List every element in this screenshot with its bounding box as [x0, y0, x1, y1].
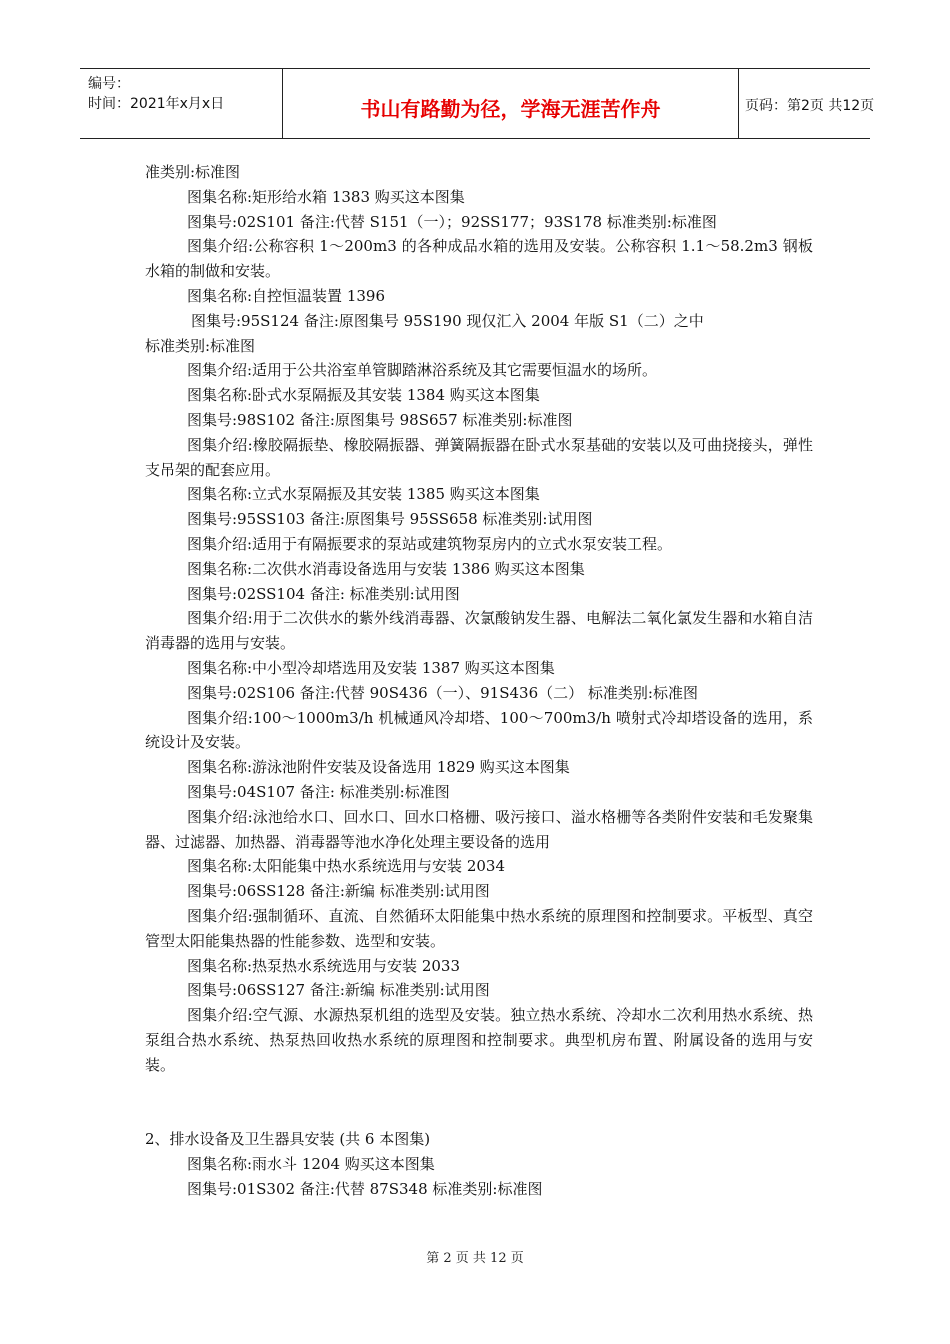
atlas-name: 图集名称:卧式水泵隔振及其安装 1384 购买这本图集 [187, 386, 540, 405]
section-heading: 2、排水设备及卫生器具安装 (共 6 本图集) [145, 1130, 431, 1149]
document-number-label: 编号： [88, 76, 130, 92]
atlas-intro: 图集介绍:用于二次供水的紫外线消毒器、次氯酸钠发生器、电解法二氧化氯发生器和水箱自洁消毒器的选用与安装。 [145, 609, 813, 653]
atlas-number: 图集号:95S124 备注:原图集号 95S190 现仅汇入 2004 年版 S1（二）之中 [191, 311, 704, 330]
document-time-label: 时间：2021年x月x日 [88, 96, 225, 112]
atlas-name: 图集名称:矩形给水箱 1383 购买这本图集 [187, 187, 465, 206]
atlas-intro: 图集介绍:泳池给水口、回水口、回水口格栅、吸污接口、溢水格栅等各类附件安装和毛发聚集器、过滤器、加热器、消毒器等池水净化处理主要设备的选用 [145, 807, 813, 851]
document-body [145, 160, 813, 1201]
header-motto-cell [283, 69, 739, 138]
atlas-name: 图集名称:太阳能集中热水系统选用与安装 2034 [187, 857, 505, 876]
atlas-intro: 图集介绍:橡胶隔振垫、橡胶隔振器、弹簧隔振器在卧式水泵基础的安装以及可曲挠接头，弹性支吊架的配套应用。 [145, 435, 813, 479]
atlas-number: 图集号:06SS128 备注:新编 标准类别:试用图 [187, 882, 490, 901]
atlas-number: 图集号:02S101 备注:代替 S151（一）；92SS177；93S178 标准类别:标准图 [187, 212, 717, 231]
atlas-name: 图集名称:二次供水消毒设备选用与安装 1386 购买这本图集 [187, 559, 585, 578]
header-page-number: 页码：第2页 共12页 [745, 98, 875, 114]
atlas-intro: 图集介绍:100～1000m3/h 机械通风冷却塔、100～700m3/h 喷射式冷却塔设备的选用，系统设计及安装。 [145, 708, 813, 752]
text-line: 标准类别:标准图 [145, 336, 256, 355]
atlas-name: 图集名称:热泵热水系统选用与安装 2033 [187, 956, 460, 975]
atlas-intro: 图集介绍:空气源、水源热泵机组的选型及安装。独立热水系统、冷却水二次利用热水系统、热泵组合热水系统、热泵热回收热水系统的原理图和控制要求。典型机房布置、附属设备的选用与安装。 [145, 1006, 813, 1074]
atlas-number: 图集号:98S102 备注:原图集号 98S657 标准类别:标准图 [187, 410, 573, 429]
atlas-intro: 图集介绍:强制循环、直流、自然循环太阳能集中热水系统的原理图和控制要求。平板型、真空管型太阳能集热器的性能参数、选型和安装。 [145, 906, 813, 950]
atlas-name: 图集名称:雨水斗 1204 购买这本图集 [187, 1154, 435, 1173]
paragraph-gap [145, 1077, 813, 1127]
atlas-number: 图集号:95SS103 备注:原图集号 95SS658 标准类别:试用图 [187, 510, 593, 529]
atlas-number: 图集号:06SS127 备注:新编 标准类别:试用图 [187, 981, 490, 1000]
page-footer: 第 2 页 共 12 页 [426, 1251, 524, 1266]
atlas-intro: 图集介绍:公称容积 1～200m3 的各种成品水箱的选用及安装。公称容积 1.1～58.2m3 钢板水箱的制做和安装。 [145, 237, 813, 281]
text-line: 准类别:标准图 [145, 163, 241, 181]
atlas-name: 图集名称:立式水泵隔振及其安装 1385 购买这本图集 [187, 485, 540, 504]
header-motto: 书山有路勤为径，学海无涯苦作舟 [360, 97, 661, 121]
atlas-name: 图集名称:游泳池附件安装及设备选用 1829 购买这本图集 [187, 758, 570, 777]
atlas-number: 图集号:02SS104 备注: 标准类别:试用图 [187, 584, 460, 603]
header-info-cell [80, 69, 283, 138]
page-header [80, 68, 875, 139]
atlas-intro: 图集介绍:适用于公共浴室单管脚踏淋浴系统及其它需要恒温水的场所。 [187, 361, 658, 380]
atlas-number: 图集号:01S302 备注:代替 87S348 标准类别:标准图 [187, 1179, 543, 1198]
atlas-intro: 图集介绍:适用于有隔振要求的泵站或建筑物泵房内的立式水泵安装工程。 [187, 534, 673, 553]
atlas-name: 图集名称:中小型冷却塔选用及安装 1387 购买这本图集 [187, 658, 555, 677]
atlas-number: 图集号:02S106 备注:代替 90S436（一）、91S436（二） 标准类别:标准图 [187, 683, 698, 702]
atlas-number: 图集号:04S107 备注: 标准类别:标准图 [187, 782, 450, 801]
atlas-name: 图集名称:自控恒温装置 1396 [187, 286, 385, 305]
header-page-cell [739, 69, 875, 138]
